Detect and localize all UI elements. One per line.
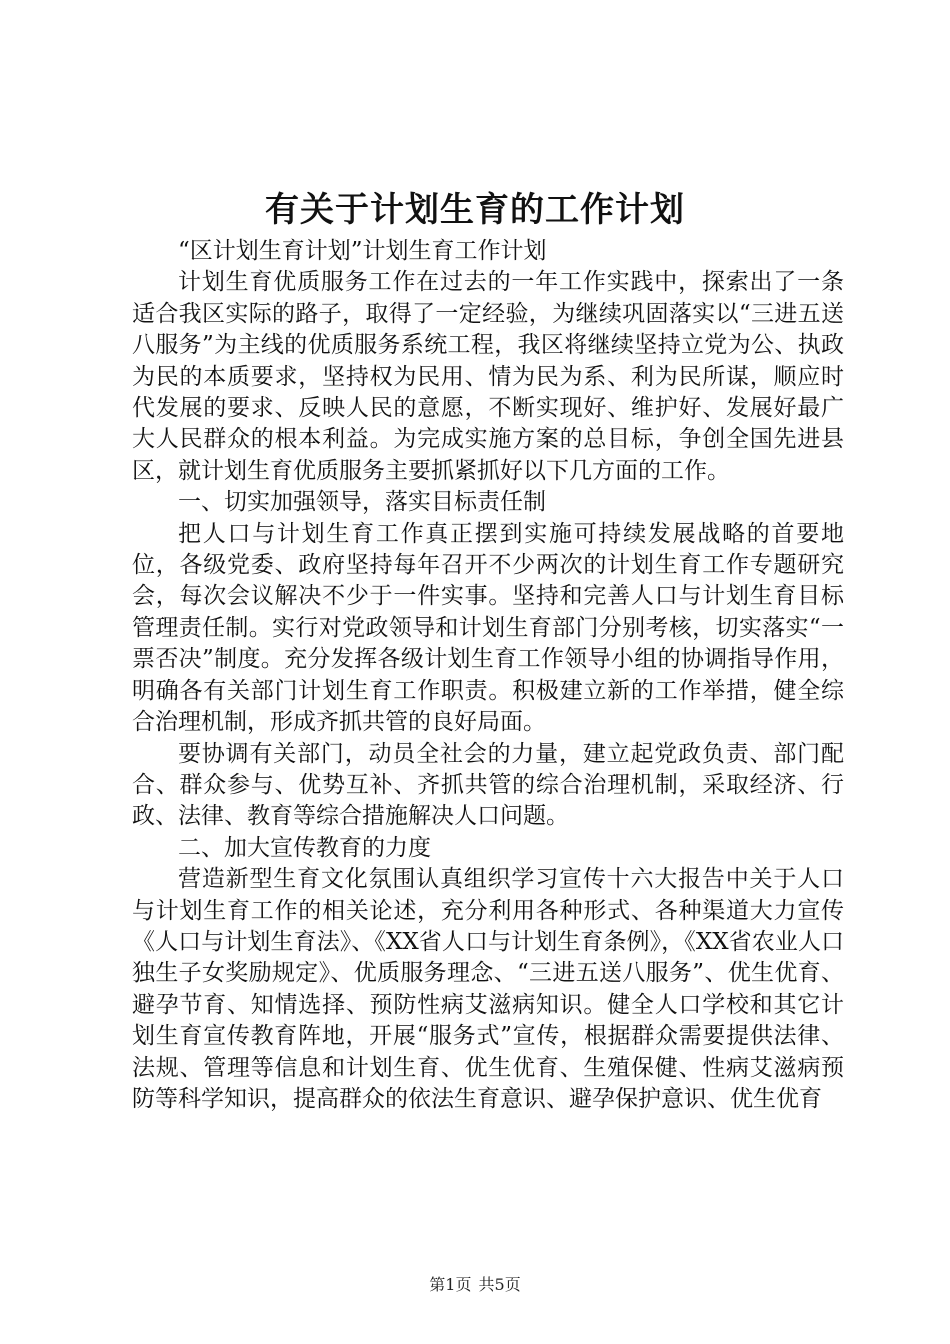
paragraph-section-1-b: 要协调有关部门，动员全社会的力量，建立起党政负责、部门配合、群众参与、优势互补、齐抓共管的综合治理机制，采取经济、行政、法律、教育等综合措施解决人口问题。 [132, 740, 844, 830]
paragraph-intro: 计划生育优质服务工作在过去的一年工作实践中，探索出了一条适合我区实际的路子，取得了一定经验，为继续巩固落实以“三进五送八服务”为主线的优质服务系统工程，我区将继续坚持立党为公、执政为民的本质要求，坚持权为民用、情为民为系、利为民所谋，顺应时代发展的要求、反映人民的意愿，不断实现好、维护好、发展好最广大人民群众的根本利益。为完成实施方案的总目标，争创全国先进县区，就计划生育优质服务主要抓紧抓好以下几方面的工作。 [132, 269, 844, 484]
page-number: 第1页 [429, 1275, 472, 1294]
document-body [132, 236, 844, 1115]
section-heading-2: 二、加大宣传教育的力度 [178, 834, 431, 861]
page-footer [0, 1274, 950, 1296]
document-title: 有关于计划生育的工作计划 [265, 190, 685, 230]
paragraph-section-1-a: 把人口与计划生育工作真正摆到实施可持续发展战略的首要地位，各级党委、政府坚持每年召开不少两次的计划生育工作专题研究会，每次会议解决不少于一件实事。坚持和完善人口与计划生育目标管理责任制。实行对党政领导和计划生育部门分别考核，切实落实“一票否决”制度。充分发挥各级计划生育工作领导小组的协调指导作用，明确各有关部门计划生育工作职责。积极建立新的工作举措，健全综合治理机制，形成齐抓共管的良好局面。 [132, 520, 844, 736]
paragraph-section-2-a: 营造新型生育文化氛围认真组织学习宣传十六大报告中关于人口与计划生育工作的相关论述，充分利用各种形式、各种渠道大力宣传《人口与计划生育法》、《XX省人口与计划生育条例》，《XX省农业人口独生子女奖励规定》、优质服务理念、“三进五送八服务”、优生优育、避孕节育、知情选择、预防性病艾滋病知识。健全人口学校和其它计划生育宣传教育阵地，开展“服务式”宣传，根据群众需要提供法律、法规、管理等信息和计划生育、优生优育、生殖保健、性病艾滋病预防等科学知识，提高群众的依法生育意识、避孕保护意识、优生优育 [132, 866, 844, 1112]
section-heading-1: 一、切实加强领导，落实目标责任制 [178, 489, 546, 516]
paragraph-subtitle: “区计划生育计划”计划生育工作计划 [178, 238, 547, 264]
page-total: 共5页 [478, 1275, 521, 1294]
